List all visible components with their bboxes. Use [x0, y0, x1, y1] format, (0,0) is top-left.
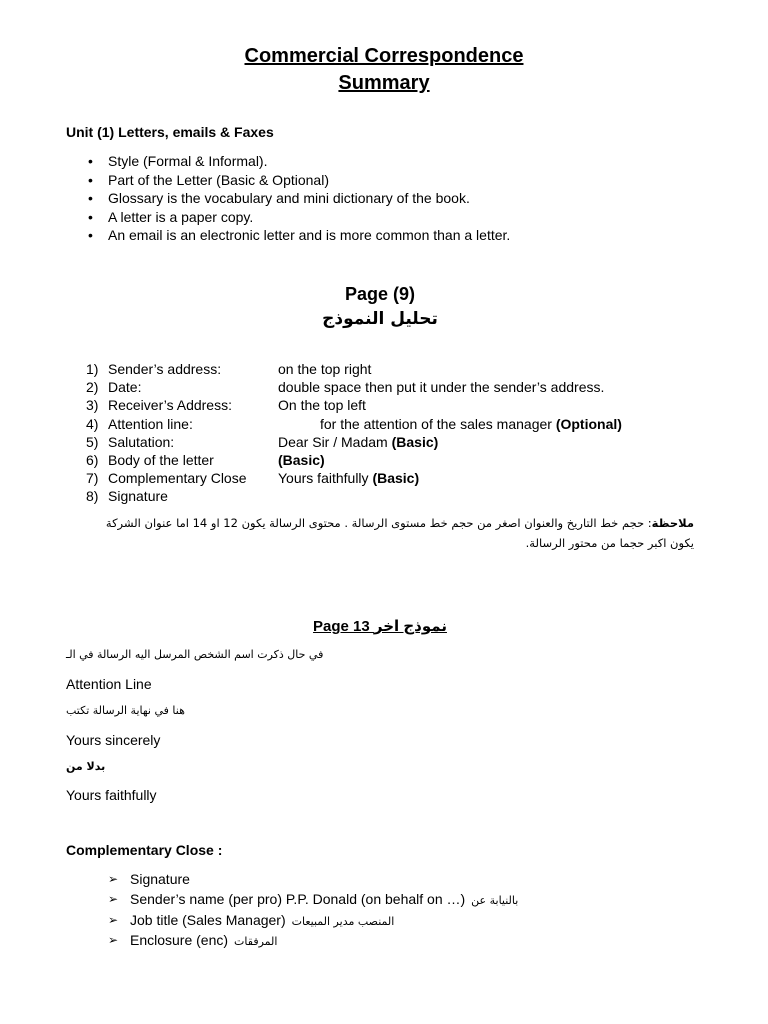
part-number: 5) — [86, 433, 99, 450]
part-value: double space then put it under the sender’s address. — [278, 379, 605, 396]
part-number: 3) — [86, 397, 99, 414]
part-value: on the top right — [278, 361, 372, 377]
unit1-heading: Unit (1) Letters, emails & Faxes — [66, 124, 274, 140]
part-label: Body of the letter — [108, 451, 214, 468]
part-number: 2) — [86, 379, 99, 396]
arabic-line: في حال ذكرت اسم الشخص المرسل اليه الرسالة في الـ — [66, 648, 324, 661]
part-value: for the attention of the sales manager (Optional) — [320, 415, 622, 432]
arrow-bullet-icon: ➢ — [108, 933, 119, 948]
complementary-close-list — [108, 870, 518, 952]
page9-title: Page (9) — [344, 284, 416, 304]
part-number: 7) — [86, 470, 99, 487]
list-item: • Style (Formal & Informal). — [86, 152, 510, 171]
part-label: Salutation: — [108, 433, 175, 450]
part-value: (Basic) — [278, 451, 325, 468]
part-label: Sender’s address: — [108, 361, 222, 377]
list-item: • Glossary is the vocabulary and mini dictionary of the book. — [86, 189, 510, 208]
list-item: • Part of the Letter (Basic & Optional) — [86, 171, 510, 190]
page13-title: Page 13 نموذج اخر — [313, 618, 447, 635]
arrow-bullet-icon: ➢ — [108, 872, 119, 886]
page9-arabic-title: تحليل النموذج — [322, 309, 438, 329]
english-line: Yours faithfully — [66, 787, 157, 803]
part-value: On the top left — [278, 397, 366, 414]
arabic-note — [80, 513, 694, 553]
part-number: 8) — [86, 488, 99, 505]
part-label: Receiver’s Address: — [108, 397, 232, 414]
complementary-close-heading: Complementary Close : — [66, 842, 223, 858]
part-number: 1) — [86, 361, 99, 377]
part-number: 4) — [86, 415, 99, 432]
part-number: 6) — [86, 451, 99, 468]
document-subtitle: Summary — [338, 72, 430, 94]
list-item: ➢ Signature — [108, 871, 190, 887]
list-item: ➢ Job title (Sales Manager) المنصب مدير المبيعات — [108, 911, 395, 928]
list-item: ➢ Sender’s name (per pro) P.P. Donald (on behalf on …) بالنيابة عن — [108, 891, 519, 908]
arabic-line: هنا في نهاية الرسالة تكتب — [66, 704, 185, 717]
part-value: Dear Sir / Madam (Basic) — [278, 433, 439, 450]
arrow-bullet-icon: ➢ — [108, 892, 119, 907]
part-label: Date: — [108, 379, 142, 396]
unit1-bullet-list — [86, 152, 510, 245]
note-label: ملاحظة — [651, 516, 694, 530]
part-label: Attention line: — [108, 415, 193, 432]
list-item: • An email is an electronic letter and is more common than a letter. — [86, 226, 510, 245]
english-line: Attention Line — [66, 676, 152, 692]
part-label: Signature — [108, 488, 168, 505]
english-line: Yours sincerely — [66, 732, 161, 748]
list-item: • A letter is a paper copy. — [86, 208, 510, 227]
arrow-bullet-icon: ➢ — [108, 912, 119, 927]
document-title: Commercial Correspondence — [244, 45, 524, 67]
list-item: ➢ Enclosure (enc) المرفقات — [108, 932, 278, 949]
part-label: Complementary Close — [108, 470, 247, 487]
note-text: : حجم خط التاريخ والعنوان اصغر من حجم خط مستوى الرسالة . محتوى الرسالة يكون 12 او 14 اما عنوان الشركة يكون اكبر حجما من محتور الرسالة. — [105, 516, 694, 550]
arabic-line: بدلا من — [66, 760, 106, 773]
part-value: Yours faithfully (Basic) — [278, 470, 420, 487]
